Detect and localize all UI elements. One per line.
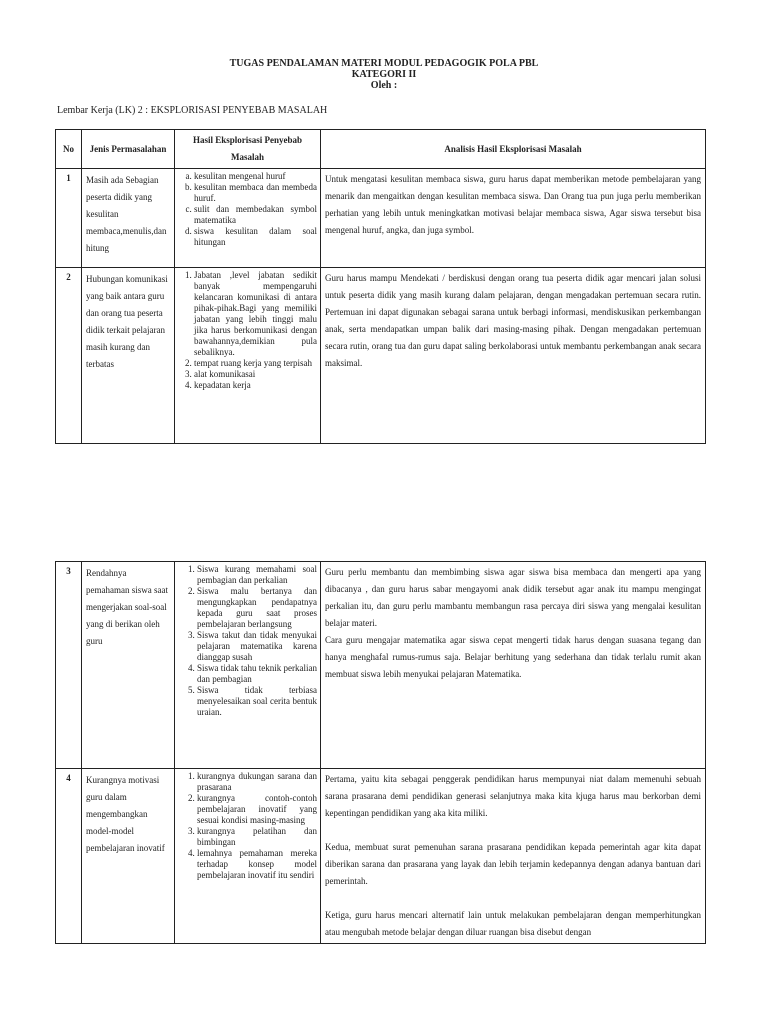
list-item: 5. Siswa tidak terbiasa menyelesaikan soal cerita bentuk uraian. — [197, 685, 317, 718]
analysis-text — [321, 169, 706, 268]
row-number: 3 — [56, 562, 82, 769]
header-jenis: Jenis Permasalahan — [82, 130, 175, 169]
results-list — [178, 771, 317, 881]
list-item: 3. Siswa takut dan tidak menyukai pelajaran matematika karena dianggap susah — [197, 630, 317, 663]
results-list — [178, 171, 317, 248]
analysis-paragraph: Ketiga, guru harus mencari alternatif lain untuk melakukan pembelajaran dengan memperhitungkan atau mengubah metode belajar dengan diluar ruangan bisa disebut dengan — [325, 910, 701, 937]
analysis-text — [321, 769, 706, 944]
header-analisis: Analisis Hasil Eksplorisasi Masalah — [321, 130, 706, 169]
list-item: d. siswa kesulitan dalam soal hitungan — [194, 226, 317, 248]
list-item: 3. kurangnya pelatihan dan bimbingan — [197, 826, 317, 848]
document-author-label: Oleh : — [370, 80, 398, 91]
exploration-results — [175, 169, 321, 268]
analysis-paragraph: Pertama, yaitu kita sebagai penggerak pendidikan harus mempunyai niat dalam memenuhi sebuah sarana prasarana demi pendidikan generasi selanjutnya maka kita kjuga harus mau berkorban demi kepentingan pendidikan yang aka kita miliki. — [325, 774, 701, 818]
row-number: 1 — [56, 169, 82, 268]
document-header — [0, 58, 768, 91]
row-number: 4 — [56, 769, 82, 944]
list-item: b. kesulitan membaca dan membeda huruf. — [194, 182, 317, 204]
row-number: 2 — [56, 268, 82, 444]
table-row — [56, 268, 706, 444]
table-header-row — [56, 130, 706, 169]
list-item: 2. tempat ruang kerja yang terpisah — [194, 358, 317, 369]
document-category: KATEGORI II — [351, 69, 417, 80]
analysis-text — [321, 562, 706, 769]
results-list — [178, 564, 317, 718]
header-hasil: Hasil Eksplorisasi Penyebab Masalah — [175, 130, 321, 169]
worksheet-label: Lembar Kerja (LK) 2 : EKSPLORISASI PENYEBAB MASALAH — [57, 105, 328, 116]
analysis-paragraph: Untuk mengatasi kesulitan membaca siswa, guru harus dapat memberikan metode pembelajaran yang menarik dan mengaitkan dengan kesulitan membaca siswa. Dan Orang tua pun juga perlu memberikan perhatian yang lebih untuk meningkatkan motivasi belajar membaca siswa, Agar siswa tersebut bisa mengenal huruf, angka, dan juga symbol. — [325, 174, 701, 235]
problem-type: Kurangnya motivasi guru dalam mengembangkan model-model pembelajaran inovatif — [82, 769, 175, 944]
exploration-results — [175, 268, 321, 444]
list-item: 3. alat komunikasai — [194, 369, 317, 380]
list-item: 4. Siswa tidak tahu teknik perkalian dan pembagian — [197, 663, 317, 685]
exploration-results — [175, 769, 321, 944]
header-no: No — [56, 130, 82, 169]
problem-type: Hubungan komunikasi yang baik antara guru dan orang tua peserta didik terkait pelajaran masih kurang dan terbatas — [82, 268, 175, 444]
analysis-text — [321, 268, 706, 444]
exploration-results — [175, 562, 321, 769]
analysis-paragraph: Kedua, membuat surat pemenuhan sarana prasarana pendidikan kepada pemerintah agar kita dapat diberikan sarana dan prasarana yang layak dan lebih terjamin kedepannya dengan adanya bantuan dari pemerintah. — [325, 842, 701, 886]
list-item: 4. lemahnya pemahaman mereka terhadap konsep model pembelajaran inovatif itu sendiri — [197, 848, 317, 881]
results-list — [178, 270, 317, 391]
list-item: 2. Siswa malu bertanya dan mengungkapkan pendapatnya kepada guru saat proses pembelajaran berlangsung — [197, 586, 317, 630]
problem-type: Rendahnya pemahaman siswa saat mengerjakan soal-soal yang di berikan oleh guru — [82, 562, 175, 769]
list-item: 1. Siswa kurang memahami soal pembagian dan perkalian — [197, 564, 317, 586]
list-item: a. kesulitan mengenal huruf — [194, 171, 317, 182]
table-row — [56, 562, 706, 769]
analysis-paragraph: Cara guru mengajar matematika agar siswa cepat mengerti tidak harus dengan suasana tegang dan hanya menghafal rumus-rumus saja. Belajar berhitung yang sederhana dan tidak terlalu rumit akan membuat siswa lebih menyukai pelajaran Matematika. — [325, 635, 701, 679]
analysis-paragraph: Guru harus mampu Mendekati / berdiskusi dengan orang tua peserta didik agar mencari jalan solusi untuk peserta didik yang masih kurang dalam pelajaran, dengan mengadakan pertemuan secara rutin. Pertemuan ini dapat digunakan sebagai sarana untuk berbagi informasi, mendiskusikan perkembangan anak, serta mendapatkan umpan balik dari masing-masing pihak. Dengan mengadakan pertemuan secara rutin, orang tua dan guru dapat saling berkolaborasi untuk membantu perkembangan anak secara maksimal. — [325, 273, 701, 368]
analysis-paragraph: Guru perlu membantu dan membimbing siswa agar siswa bisa membaca dan mengerti apa yang dibacanya , dan guru harus sabar mengayomi anak didik tersebut agar anak itu mampu mengingat perkalian itu, dan guru perlu mambantu membangun rasa percaya diri siswa yang mengalai kesulitan belajar materi. — [325, 567, 701, 628]
exploration-table-continued — [55, 561, 706, 944]
table-row — [56, 169, 706, 268]
problem-type: Masih ada Sebagian peserta didik yang kesulitan membaca,menulis,dan hitung — [82, 169, 175, 268]
exploration-table — [55, 129, 706, 444]
list-item: 2. kurangnya contoh-contoh pembelajaran inovatif yang sesuai kondisi masing-masing — [197, 793, 317, 826]
list-item: 4. kepadatan kerja — [194, 380, 317, 391]
list-item: 1. Jabatan ,level jabatan sedikit banyak mempengaruhi kelancaran komunikasi di antara pihak-pihak.Bagi yang memiliki jabatan yang lebih tinggi malu jika harus berkomunikasi dengan bawahannya,demikian pula sebaliknya. — [194, 270, 317, 358]
list-item: c. sulit dan membedakan symbol matematika — [194, 204, 317, 226]
table-row — [56, 769, 706, 944]
document-title: TUGAS PENDALAMAN MATERI MODUL PEDAGOGIK POLA PBL — [229, 58, 539, 69]
list-item: 1. kurangnya dukungan sarana dan prasarana — [197, 771, 317, 793]
